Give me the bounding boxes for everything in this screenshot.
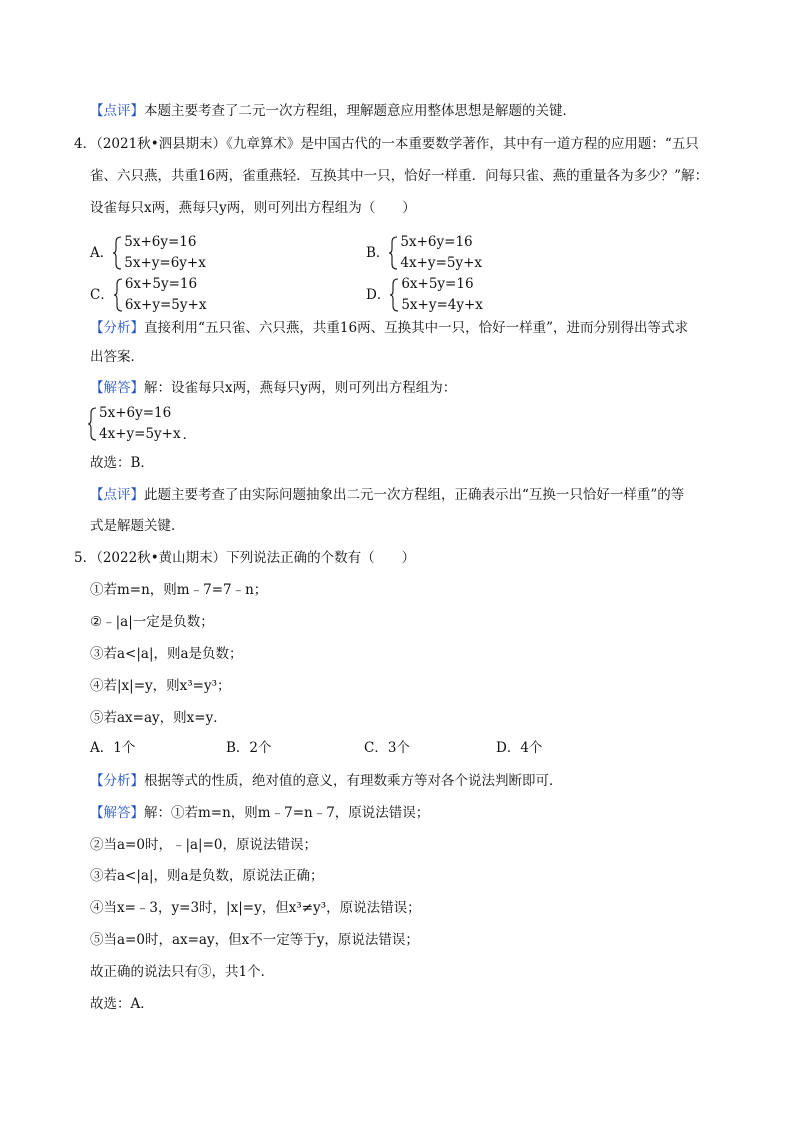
answer-line: ②当a=0时，﹣|a|=0，原说法错误； xyxy=(90,837,317,853)
analysis-continuation: 出答案． xyxy=(90,349,144,365)
equation: 6x+5y=16 xyxy=(124,276,198,292)
comment-tag: 【点评】 xyxy=(90,103,144,119)
analysis-text: 直接利用“五只雀、六只燕，共重16两、互换其中一只，恰好一样重”，进而分别得出等式求 xyxy=(144,320,688,336)
comment-text: 本题主要考查了二元一次方程组，理解题意应用整体思想是解题的关键． xyxy=(144,103,576,119)
answer-text: 解：①若m=n，则m﹣7=n﹣7，原说法错误； xyxy=(144,805,430,821)
statement-5: ⑤若ax=ay，则x=y． xyxy=(90,710,227,726)
equation: 5x+6y=16 xyxy=(99,405,172,421)
equation: 5x+6y=16 xyxy=(400,234,473,250)
answer-line: ③若a<|a|，则a是负数，原说法正确； xyxy=(90,868,324,884)
option-d: D．4个 xyxy=(496,740,543,756)
comment-paragraph xyxy=(90,485,684,505)
equation: 4x+y=5y+x xyxy=(99,426,181,442)
answer-paragraph xyxy=(90,378,456,398)
left-brace-icon xyxy=(389,236,398,270)
analysis-tag: 【分析】 xyxy=(90,773,144,789)
option-label: C． xyxy=(90,287,114,303)
statement-4: ④若|x|=y，则x³=y³； xyxy=(90,678,231,694)
comment-continuation: 式是解题关键． xyxy=(90,518,185,534)
answer-paragraph xyxy=(90,803,429,823)
answer-line: 故正确的说法只有③，共1个． xyxy=(90,964,275,980)
answer-line: ⑤当a=0时，ax=ay，但x不一定等于y，原说法错误； xyxy=(90,932,419,948)
question-4-line-3: 设雀每只x两，燕每只y两，则可列出方程组为（ ） xyxy=(90,200,416,216)
statement-3: ③若a<|a|，则a是负数； xyxy=(90,646,243,662)
analysis-tag: 【分析】 xyxy=(90,320,144,336)
question-4-line-2: 雀、六只燕，共重16两，雀重燕轻．互换其中一只，恰好一样重．问每只雀、燕的重量各为多少？”解： xyxy=(90,168,709,184)
question-4-line-1: 4．（2021秋•泗县期末）《九章算术》是中国古代的一本重要数学著作，其中有一道方程的应用题：“五只 xyxy=(74,136,699,152)
analysis-paragraph xyxy=(90,771,563,791)
equation: 5x+y=6y+x xyxy=(124,255,206,271)
option-label: B． xyxy=(366,245,390,261)
option-b: B．2个 xyxy=(226,740,272,756)
analysis-paragraph xyxy=(90,318,688,338)
period: ． xyxy=(182,427,197,443)
equation: 4x+y=5y+x xyxy=(400,255,483,271)
option-label: D． xyxy=(366,287,391,303)
answer-tag: 【解答】 xyxy=(90,805,144,821)
analysis-text: 根据等式的性质，绝对值的意义，有理数乘方等对各个说法判断即可． xyxy=(144,773,563,789)
answer-tag: 【解答】 xyxy=(90,380,144,396)
choice-line: 故选：A． xyxy=(90,996,154,1012)
left-brace-icon xyxy=(390,278,399,312)
left-brace-icon xyxy=(88,407,97,441)
equation: 6x+5y=16 xyxy=(401,276,474,292)
question-5-line-1: 5．（2022秋•黄山期末）下列说法正确的个数有（ ） xyxy=(74,550,416,566)
answer-line: ④当x=﹣3，y=3时，|x|=y，但x³≠y³，原说法错误； xyxy=(90,900,421,916)
choice-line: 故选：B． xyxy=(90,455,154,471)
equation: 5x+y=4y+x xyxy=(401,297,483,313)
left-brace-icon xyxy=(114,278,123,312)
equation: 6x+y=5y+x xyxy=(124,297,207,313)
comment-text: 此题主要考查了由实际问题抽象出二元一次方程组，正确表示出“互换一只恰好一样重”的等 xyxy=(144,487,685,503)
comment-tag: 【点评】 xyxy=(90,487,144,503)
option-a: A．1个 xyxy=(90,740,136,756)
left-brace-icon xyxy=(113,236,122,270)
equation: 5x+6y=16 xyxy=(124,234,197,250)
option-label: A． xyxy=(90,245,114,261)
answer-text: 解：设雀每只x两，燕每只y两，则可列出方程组为： xyxy=(144,380,457,396)
option-c: C．3个 xyxy=(364,740,410,756)
statement-2: ②﹣|a|一定是负数； xyxy=(90,614,214,630)
statement-1: ①若m=n，则m﹣7=7﹣n； xyxy=(90,582,268,598)
comment-paragraph xyxy=(90,101,576,121)
